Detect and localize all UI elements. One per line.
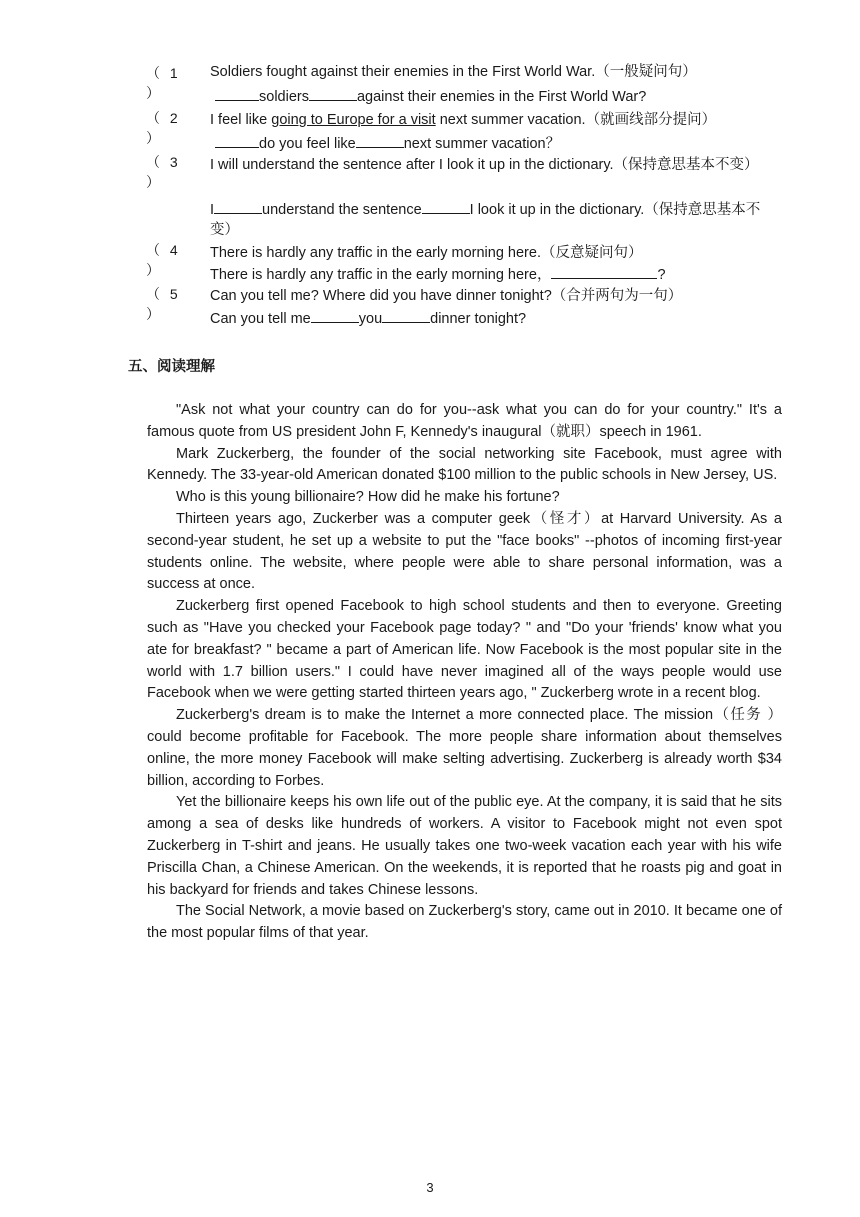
answer-blank[interactable] [422, 199, 470, 214]
passage-paragraph: Mark Zuckerberg, the founder of the social networking site Facebook, must agree with Kennedy. The 33-year-old American donated $100 million to the public schools in New Jersey, US. [147, 445, 782, 484]
question-prompt: I will understand the sentence after I look it up in the dictionary.（保持意思基本不变） [210, 157, 759, 173]
question-number: （ 4 ） [146, 242, 181, 278]
question-number: （ 5 ） [146, 286, 181, 322]
question-prompt: Soldiers fought against their enemies in the First World War.（一般疑问句） [210, 64, 697, 80]
answer-line: I understand the sentence I look it up in the dictionary.（保持意思基本不变） [210, 199, 775, 240]
answer-blank[interactable] [215, 133, 259, 148]
answer-line: Can you tell me you dinner tonight? [210, 308, 526, 329]
passage-paragraph: Thirteen years ago, Zuckerber was a computer geek（怪才）at Harvard University. As a second-year student, he set up a website to put the "face books" --photos of incoming first-year students online. The website, where people were able to share personal information, was a success at once. [147, 510, 782, 593]
passage-paragraph: The Social Network, a movie based on Zuckerberg's story, came out in 2010. It became one of the most popular films of that year. [147, 903, 782, 942]
answer-blank[interactable] [214, 199, 262, 214]
underlined-phrase: going to Europe for a visit [271, 112, 436, 128]
passage-paragraph: Zuckerberg first opened Facebook to high school students and then to everyone. Greeting such as "Have you checked your Facebook page today? " and "Do your 'friends' know what you ate for breakfast? " became a part of American life. Now Facebook is the most popular site in the world with 1.7 billion users." I could have never imagined all of the ways people would use Facebook when we were getting started thirteen years ago, " Zuckerberg wrote in a recent blog. [147, 598, 782, 702]
question-number: （ 2 ） [146, 110, 181, 146]
passage-paragraph: Zuckerberg's dream is to make the Internet a more connected place. The mission（任务 ）could become profitable for Facebook. The more people share information about themselves online, the more money Facebook will make selting advertising. Zuckerberg is already worth $34 billion, according to Forbes. [147, 707, 782, 789]
passage-paragraph: "Ask not what your country can do for you--ask what you can do for your country." It's a famous quote from US president John F, Kennedy's inaugural（就职）speech in 1961. [147, 402, 782, 440]
page-number: 3 [426, 1180, 434, 1195]
answer-blank[interactable] [215, 86, 259, 101]
question-prompt: There is hardly any traffic in the early morning here.（反意疑问句） [210, 245, 643, 261]
reading-passage [147, 400, 782, 945]
passage-paragraph: Who is this young billionaire? How did he make his fortune? [176, 489, 560, 506]
passage-paragraph: Yet the billionaire keeps his own life out of the public eye. At the company, it is said that he sits among a sea of desks like hundreds of workers. A visitor to Facebook might not even spot Zuckerberg in T-shirt and jeans. He usually takes one two-week vacation each year with his wife Priscilla Chan, a Chinese American. On the weekends, it is reported that he roasts pig and goat in his backyard for friends and takes Chinese lessons. [147, 794, 782, 898]
answer-blank[interactable] [382, 308, 430, 323]
question-prompt: I feel like going to Europe for a visit next summer vacation.（就画线部分提问） [210, 112, 717, 128]
answer-blank[interactable] [309, 86, 357, 101]
answer-line: soldiers against their enemies in the First World War? [215, 86, 646, 107]
answer-blank[interactable] [551, 264, 657, 279]
question-number: （ 3 ） [146, 154, 181, 190]
answer-line: There is hardly any traffic in the early morning here， ? [210, 264, 666, 285]
question-prompt: Can you tell me? Where did you have dinner tonight?（合并两句为一句） [210, 288, 683, 304]
answer-line: do you feel like next summer vacation？ [215, 133, 560, 154]
answer-blank[interactable] [356, 133, 404, 148]
section-title: 五、阅读理解 [128, 359, 215, 375]
answer-blank[interactable] [311, 308, 359, 323]
question-number: （ 1 ） [146, 65, 181, 101]
